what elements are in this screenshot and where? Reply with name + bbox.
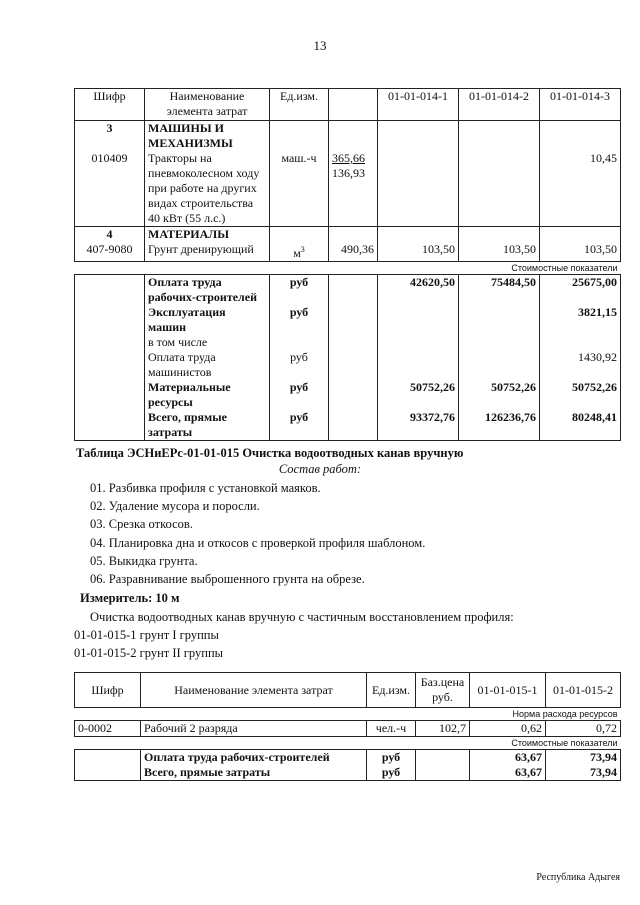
section-number: 3 [106,121,113,135]
resource-unit: маш.-ч [281,151,317,165]
header-name: Наименование элемента затрат [141,673,367,708]
resource-name: Грунт дренирующий [148,242,254,256]
cost-row [75,750,621,766]
cost-value-1: 50752,26 [378,380,459,410]
footer-region: Республика Адыгея [536,872,620,883]
variant-item: 01-01-015-2 грунт II группы [74,646,224,660]
work-item: 04. Планировка дна и откосов с проверкой профиля шаблоном. [90,536,426,550]
resource-unit: чел.-ч [367,721,416,737]
value-015-1: 0,62 [470,721,546,737]
cost-unit: руб [367,750,416,766]
cost-value-1: 93372,76 [378,410,459,441]
value-014-1: 103,50 [422,242,455,256]
header-col-015-1: 01-01-015-1 [470,673,546,708]
cost-unit: руб [270,350,329,380]
section-machines-row [75,121,621,227]
cost-unit: руб [270,410,329,441]
page-number: 13 [313,38,327,53]
work-item: 05. Выкидка грунта. [90,554,198,568]
work-item: 06. Разравнивание выброшенного грунта на обрезе. [90,572,365,586]
resource-name: Рабочий 2 разряда [141,721,367,737]
section-number: 4 [106,227,113,241]
works-heading: Состав работ: [278,462,362,476]
cost-value-1: 42620,50 [378,275,459,306]
header-unit: Ед.изм. [270,89,329,121]
table-header-row [75,89,621,121]
norm-note-row [75,708,621,721]
cost-note-row [75,737,621,750]
cost-value-3: 80248,41 [540,410,621,441]
cost-value-2: 50752,26 [459,380,540,410]
section-materials-row [75,227,621,262]
cost-row [75,380,621,410]
work-item: 01. Разбивка профиля с установкой маяков. [90,481,321,495]
resource-row [75,721,621,737]
value-014-2: 103,50 [503,242,536,256]
resource-unit: м [293,246,301,260]
cost-value-1: 63,67 [470,750,546,766]
cost-row [75,350,621,380]
cost-row [75,765,621,781]
cost-unit: руб [270,305,329,335]
table-caption: Таблица ЭСНиЕРс-01-01-015 Очистка водоотводных канав вручную [76,446,464,460]
header-code: Шифр [75,673,141,708]
cost-indicators-note: Стоимостные показатели [75,262,621,275]
resource-table-015 [74,672,621,781]
cost-value-3: 25675,00 [540,275,621,306]
cost-unit: руб [270,275,329,306]
work-item: 02. Удаление мусора и поросли. [90,499,260,513]
cost-note-row [75,262,621,275]
header-col-014-2: 01-01-014-2 [459,89,540,121]
cost-name: в том числе [145,335,270,350]
header-col-014-3: 01-01-014-3 [540,89,621,121]
cost-unit: руб [270,380,329,410]
cost-name: Эксплуатация машин [145,305,270,335]
cost-row [75,410,621,441]
base-price: 102,7 [416,721,470,737]
header-base-price: Баз.цена руб. [416,673,470,708]
description: Очистка водоотводных канав вручную с частичным восстановлением профиля: [90,610,514,624]
cost-value-2: 73,94 [546,750,621,766]
cost-row [75,335,621,350]
resource-table-014 [74,88,621,441]
value-014-3: 10,45 [590,151,617,165]
cost-row [75,275,621,306]
cost-name: Оплата труда рабочих-строителей [141,750,367,766]
cost-name: Материальные ресурсы [145,380,270,410]
cost-name: Оплата труда рабочих-строителей [145,275,270,306]
norm-note: Норма расхода ресурсов [75,708,621,721]
header-code: Шифр [75,89,145,121]
section-title: МАТЕРИАЛЫ [148,227,229,241]
cost-value-3: 3821,15 [540,305,621,335]
table-header-row [75,673,621,708]
resource-code: 407-9080 [86,242,133,256]
header-unit: Ед.изм. [367,673,416,708]
resource-code: 010409 [91,151,128,165]
cost-name: Всего, прямые затраты [141,765,367,781]
base-price: 490,36 [341,242,374,256]
header-col-015-2: 01-01-015-2 [546,673,621,708]
variant-item: 01-01-015-1 грунт I группы [74,628,219,642]
header-col-014-1: 01-01-014-1 [378,89,459,121]
cost-value-3: 1430,92 [540,350,621,380]
cost-name: Всего, прямые затраты [145,410,270,441]
header-name: Наименование элемента затрат [145,89,270,121]
section-title: МАШИНЫ И МЕХАНИЗМЫ [148,121,233,150]
price-top: 365,66 [332,151,365,165]
cost-value-2: 73,94 [546,765,621,781]
cost-indicators-note: Стоимостные показатели [75,737,621,750]
resource-name: Тракторы на пневмоколесном ходу при работе на других видах строительства 40 кВт (55 л.с.) [148,151,260,225]
cost-name: Оплата труда машинистов [145,350,270,380]
unit-superscript: 3 [300,245,305,254]
header-price [329,89,378,121]
cost-row [75,305,621,335]
cost-unit: руб [367,765,416,781]
cost-value-2: 126236,76 [459,410,540,441]
price-bottom: 136,93 [332,166,365,180]
value-015-2: 0,72 [546,721,621,737]
cost-value-3: 50752,26 [540,380,621,410]
measure-unit: Измеритель: 10 м [80,591,180,605]
work-item: 03. Срезка откосов. [90,517,193,531]
value-014-3: 103,50 [584,242,617,256]
cost-value-1: 63,67 [470,765,546,781]
resource-code: 0-0002 [75,721,141,737]
cost-value-2: 75484,50 [459,275,540,306]
